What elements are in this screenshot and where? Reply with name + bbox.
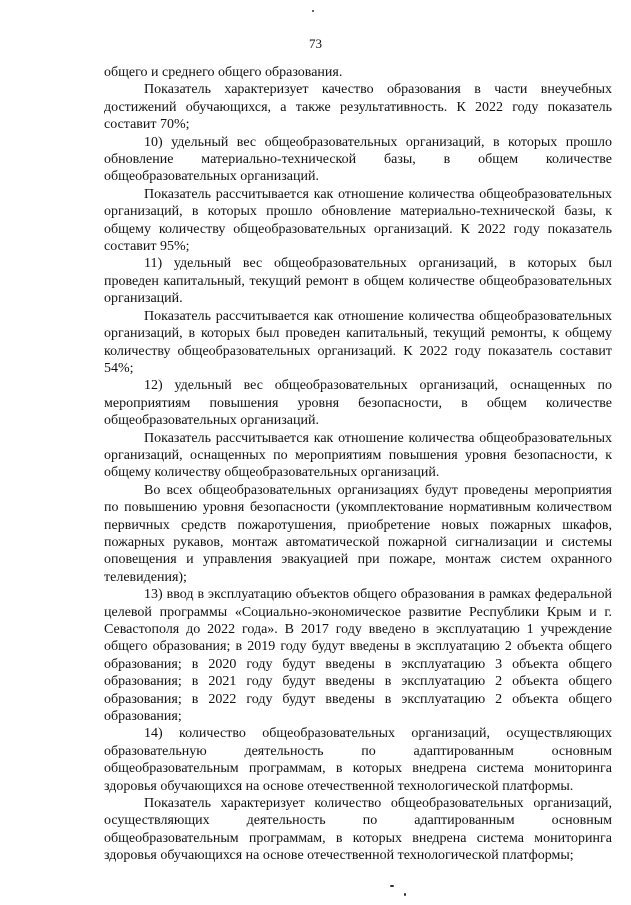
paragraph: Показатель характеризует качество образования в части внеучебных достижений обучающихся, а также результативность. К 2022 году показатель составит 70%;	[104, 82, 612, 133]
paragraph: 10) удельный вес общеобразовательных организаций, в которых прошло обновление материально-технической базы, в общем количестве общеобразовательных организаций.	[104, 134, 612, 185]
paragraph: Показатель характеризует количество общеобразовательных организаций, осуществляющих деятельность по адаптированным основным общеобразовательным программам, в которых внедрена система мониторинга здоровья обучающихся на основе отечественной технологической платформы;	[104, 796, 612, 864]
paragraph: Показатель рассчитывается как отношение количества общеобразовательных организаций, в которых прошло обновление материально-технической базы, к общему количеству общеобразовательных организаций. К 2022 году показатель составит 95%;	[104, 186, 612, 255]
paragraph: Во всех общеобразовательных организациях будут проведены мероприятия по повышению уровня безопасности (укомплектование нормативным количеством первичных средств пожаротушения, приобретение новых пожарных шкафов, пожарных рукавов, монтаж автоматической пожарной сигнализации и системы оповещения и управления эвакуацией при пожаре, монтаж систем охранного телевидения);	[104, 482, 612, 585]
scan-speck	[404, 893, 406, 896]
paragraph: общего и среднего общего образования.	[104, 65, 343, 80]
document-body	[104, 64, 612, 865]
scan-speck	[390, 885, 394, 887]
paragraph: Показатель рассчитывается как отношение количества общеобразовательных организаций, в которых был проведен капитальный, текущий ремонты, к общему количеству общеобразовательных организаций. К 2022 году показатель составит 54%;	[104, 308, 612, 376]
paragraph: 12) удельный вес общеобразовательных организаций, оснащенных по мероприятиям повышения уровня безопасности, в общем количестве общеобразовательных организаций.	[104, 378, 612, 429]
paragraph: 13) ввод в эксплуатацию объектов общего образования в рамках федеральной целевой программы «Социально-экономическое развитие Республики Крым и г. Севастополя до 2022 года». В 2017 году введено в эксплуатацию 1 учреждение общего образования; в 2019 году будут введены в эксплуатацию 2 объекта общего образования; в 2020 году будут введены в эксплуатацию 3 объекта общего образования; в 2021 году будут введены в эксплуатацию 2 объекта общего образования; в 2022 году будут введены в эксплуатацию 2 объекта общего образования;	[104, 587, 612, 725]
paragraph: Показатель рассчитывается как отношение количества общеобразовательных организаций, оснащенных по мероприятиям повышения уровня безопасности, к общему количеству общеобразовательных организаций.	[104, 430, 612, 481]
scan-speck	[312, 10, 314, 12]
page-number: 73	[309, 36, 322, 51]
paragraph: 14) количество общеобразовательных организаций, осуществляющих образовательную деятельность по адаптированным основным общеобразовательным программам, в которых внедрена система мониторинга здоровья обучающихся на основе отечественной технологической платформы.	[104, 726, 612, 794]
paragraph: 11) удельный вес общеобразовательных организаций, в которых был проведен капитальный, текущий ремонт в общем количестве общеобразовательных организаций.	[104, 256, 612, 307]
